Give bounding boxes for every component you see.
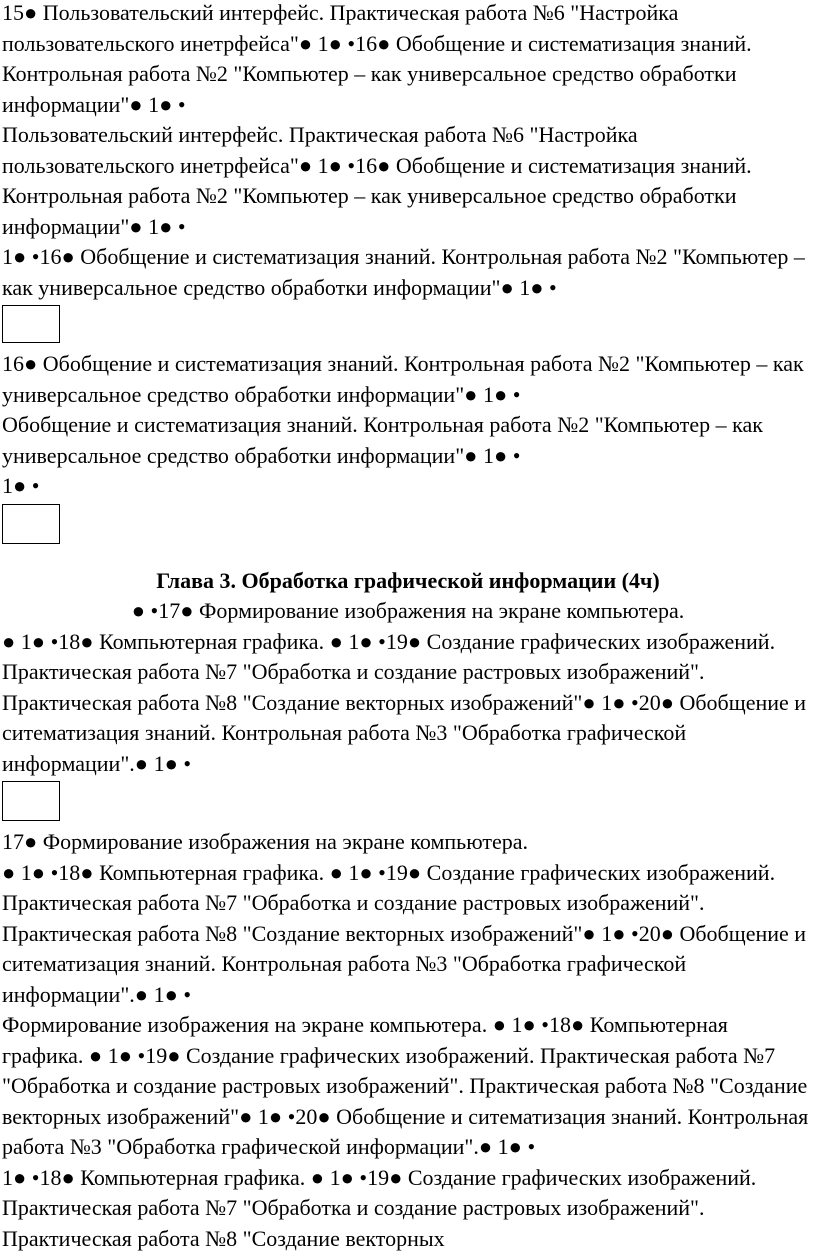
empty-table-cell: [2, 305, 60, 343]
paragraph-lesson-16-ref: 1● •16● Обобщение и систематизация знаний. Контрольная работа №2 "Компьютер – как универсальное средство обработки информации"● 1● •: [2, 242, 814, 303]
document-page: [2, 0, 814, 1254]
empty-table-cell: [2, 781, 60, 821]
paragraph-lesson-16: 16● Обобщение и систематизация знаний. Контрольная работа №2 "Компьютер – как универсальное средство обработки информации"● 1● •: [2, 349, 814, 410]
chapter-heading: Глава 3. Обработка графической информации (4ч): [2, 566, 814, 597]
paragraph-generalization: Обобщение и систематизация знаний. Контрольная работа №2 "Компьютер – как универсальное средство обработки информации"● 1● •: [2, 410, 814, 471]
spacer: [2, 550, 814, 566]
paragraph-lessons-18-20: ● 1● •18● Компьютерная графика. ● 1● •19● Создание графических изображений. Практическая работа №7 "Обработка и создание растровых изображений". Практическая работа №8 "Создание векторных изображений"● 1● •20● Обобщение и ситематизация знаний. Контрольная работа №3 "Обработка графической информации".● 1● •: [2, 858, 814, 1011]
paragraph-lesson-15: 15● Пользовательский интерфейс. Практическая работа №6 "Настройка пользовательского инетрфейса"● 1● •16● Обобщение и систематизация знаний. Контрольная работа №2 "Компьютер – как универсальное средство обработки информации"● 1● •: [2, 0, 814, 120]
paragraph-chapter-lessons: ● 1● •18● Компьютерная графика. ● 1● •19● Создание графических изображений. Практическая работа №7 "Обработка и создание растровых изображений". Практическая работа №8 "Создание векторных изображений"● 1● •20● Обобщение и ситематизация знаний. Контрольная работа №3 "Обработка графической информации".● 1● •: [2, 627, 814, 780]
paragraph-interface: Пользовательский интерфейс. Практическая работа №6 "Настройка пользовательского инетрфейса"● 1● •16● Обобщение и систематизация знаний. Контрольная работа №2 "Компьютер – как универсальное средство обработки информации"● 1● •: [2, 120, 814, 242]
chapter-subtitle: ● •17● Формирование изображения на экране компьютера.: [2, 596, 814, 627]
paragraph-image-formation: Формирование изображения на экране компьютера. ● 1● •18● Компьютерная графика. ● 1● •19● Создание графических изображений. Практическая работа №7 "Обработка и создание растровых изображений". Практическая работа №8 "Создание векторных изображений"● 1● •20● Обобщение и ситематизация знаний. Контрольная работа №3 "Обработка графической информации".● 1● •: [2, 1010, 814, 1163]
empty-table-cell: [2, 504, 60, 544]
paragraph-lesson-18: 1● •18● Компьютерная графика. ● 1● •19● Создание графических изображений. Практическая работа №7 "Обработка и создание растровых изображений". Практическая работа №8 "Создание векторных: [2, 1163, 814, 1254]
paragraph-lesson-17: 17● Формирование изображения на экране компьютера.: [2, 827, 814, 858]
paragraph-hours: 1● •: [2, 471, 814, 502]
